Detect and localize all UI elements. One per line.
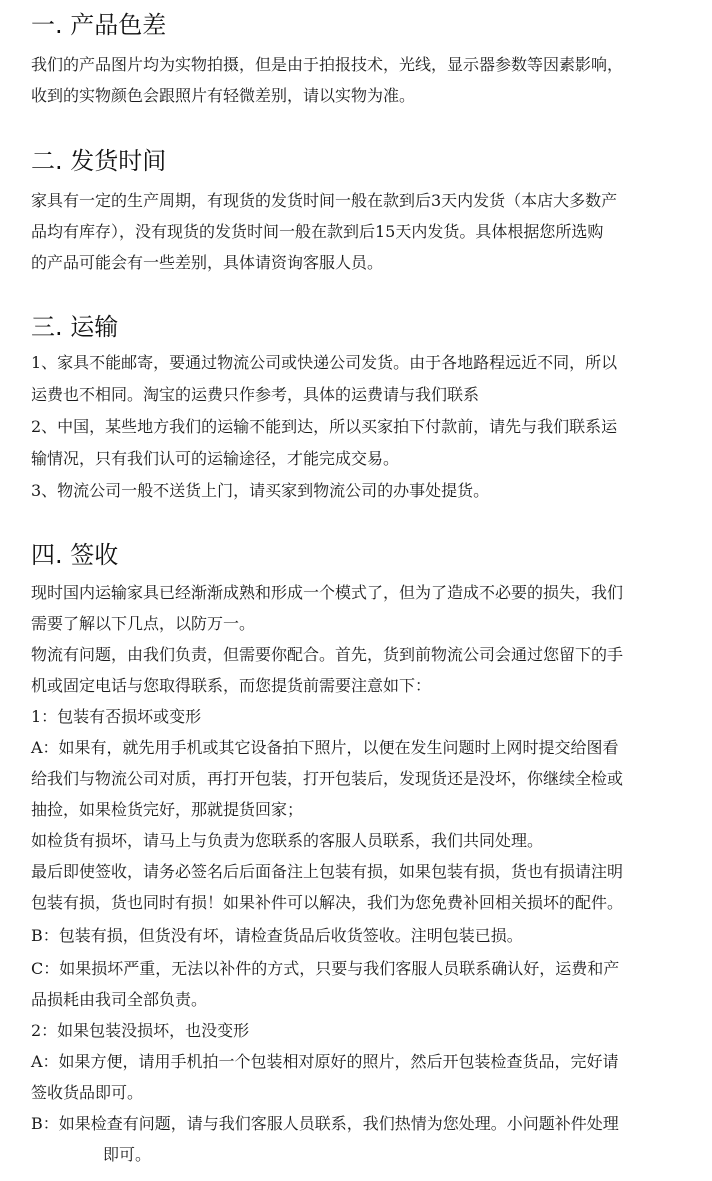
section-3-line-4: 输情况，只有我们认可的运输途径，才能完成交易。: [31, 449, 400, 468]
section-4-line-15: 2：如果包装没损坏，也没变形: [31, 1021, 250, 1040]
section-heading-shipping-time: 二. 发货时间: [31, 147, 167, 175]
section-4-line-9: 如检货有损坏，请马上与负责为您联系的客服人员联系，我们共同处理。: [31, 831, 544, 850]
section-2-line-1: 家具有一定的生产周期，有现货的发货时间一般在款到后3天内发货（本店大多数产: [31, 191, 618, 210]
section-4-line-1: 现时国内运输家具已经渐渐成熟和形成一个模式了，但为了造成不必要的损失，我们: [31, 583, 624, 602]
section-4-line-18: B：如果检查有问题，请与我们客服人员联系，我们热情为您处理。小问题补件处理: [31, 1114, 619, 1133]
section-heading-transport: 三. 运输: [31, 313, 119, 341]
section-3-line-2: 运费也不相同。淘宝的运费只作参考，具体的运费请与我们联系: [31, 385, 480, 404]
section-4-line-4: 机或固定电话与您取得联系，而您提货前需要注意如下：: [31, 676, 432, 695]
section-4-line-6: A：如果有，就先用手机或其它设备拍下照片，以便在发生问题时上网时提交给图看: [31, 738, 619, 757]
section-4-line-11: 包装有损，货也同时有损！如果补件可以解决，我们为您免费补回相关损坏的配件。: [31, 893, 624, 912]
section-4-line-10: 最后即使签收，请务必签名后后面备注上包装有损，如果包装有损，货也有损请注明: [31, 862, 624, 881]
section-4-line-19: 即可。: [103, 1145, 152, 1164]
section-2-line-3: 的产品可能会有一些差别，具体请资询客服人员。: [31, 253, 384, 272]
section-3-line-1: 1、家具不能邮寄，要通过物流公司或快递公司发货。由于各地路程远近不同，所以: [31, 353, 618, 372]
section-heading-color-difference: 一. 产品色差: [31, 11, 167, 39]
section-4-line-8: 抽捡，如果检货完好，那就提货回家；: [31, 800, 304, 819]
section-4-line-13: C：如果损坏严重，无法以补件的方式，只要与我们客服人员联系确认好，运费和产: [31, 959, 620, 978]
section-4-line-5: 1：包装有否损坏或变形: [31, 707, 202, 726]
section-1-line-2: 收到的实物颜色会跟照片有轻微差别，请以实物为准。: [31, 86, 416, 105]
section-4-line-17: 签收货品即可。: [31, 1083, 144, 1102]
section-4-line-7: 给我们与物流公司对质，再打开包装，打开包装后，发现货还是没坏，你继续全检或: [31, 769, 624, 788]
section-3-line-5: 3、物流公司一般不送货上门，请买家到物流公司的办事处提货。: [31, 481, 490, 500]
section-2-line-2: 品均有库存），没有现货的发货时间一般在款到后15天内发货。具体根据您所选购: [31, 222, 604, 241]
section-4-line-14: 品损耗由我司全部负责。: [31, 990, 208, 1009]
section-heading-signing: 四. 签收: [31, 541, 119, 569]
section-4-line-3: 物流有问题，由我们负责，但需要你配合。首先，货到前物流公司会通过您留下的手: [31, 645, 624, 664]
section-3-line-3: 2、中国，某些地方我们的运输不能到达，所以买家拍下付款前，请先与我们联系运: [31, 417, 618, 436]
section-1-line-1: 我们的产品图片均为实物拍摄，但是由于拍报技术，光线，显示器参数等因素影响，: [31, 55, 624, 74]
section-4-line-12: B：包装有损，但货没有坏，请检查货品后收货签收。注明包装已损。: [31, 926, 523, 945]
section-4-line-16: A：如果方便，请用手机拍一个包装相对原好的照片，然后开包装检查货品，完好请: [31, 1052, 619, 1071]
section-4-line-2: 需要了解以下几点，以防万一。: [31, 614, 256, 633]
